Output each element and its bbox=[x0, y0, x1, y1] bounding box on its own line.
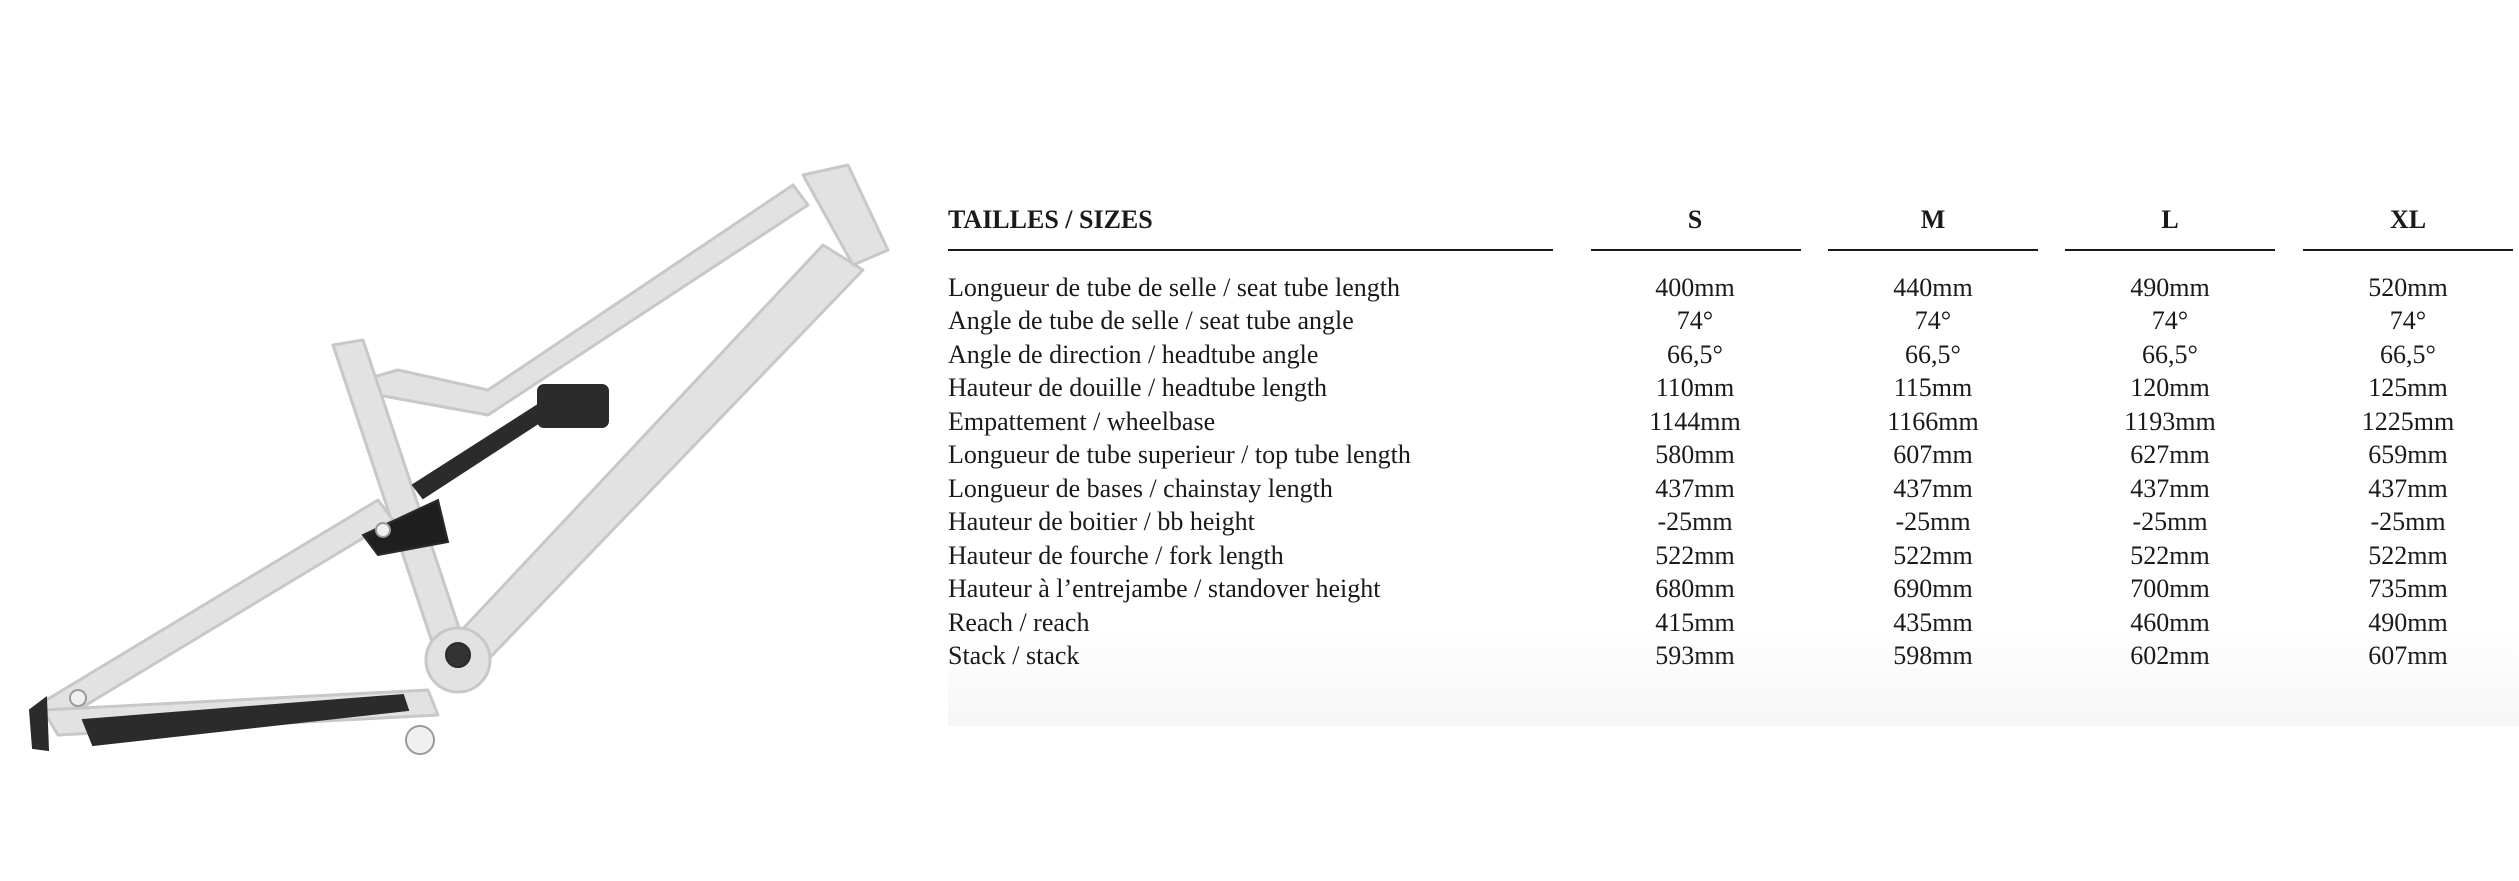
row-value-l: 66,5° bbox=[2142, 340, 2198, 369]
row-value-l: 627mm bbox=[2130, 440, 2210, 469]
row-value-l: -25mm bbox=[2132, 507, 2208, 536]
geometry-table bbox=[948, 196, 2519, 726]
row-value-xl: 522mm bbox=[2368, 541, 2448, 570]
row-value-l: 602mm bbox=[2130, 641, 2210, 670]
row-value-xl: 125mm bbox=[2368, 373, 2448, 402]
row-value-m: 435mm bbox=[1893, 608, 1973, 637]
row-value-l: 460mm bbox=[2130, 608, 2210, 637]
size-header-l: L bbox=[2161, 205, 2179, 234]
row-value-xl: 437mm bbox=[2368, 474, 2448, 503]
size-header-xl: XL bbox=[2389, 205, 2427, 234]
row-value-l: 120mm bbox=[2130, 373, 2210, 402]
row-value-l: 74° bbox=[2151, 306, 2189, 335]
row-label: Angle de direction / headtube angle bbox=[948, 340, 1319, 369]
row-label: Angle de tube de selle / seat tube angle bbox=[948, 306, 1354, 335]
row-value-m: -25mm bbox=[1895, 507, 1971, 536]
row-value-xl: 520mm bbox=[2368, 273, 2448, 302]
row-value-m: 607mm bbox=[1893, 440, 1973, 469]
row-value-m: 1166mm bbox=[1887, 407, 1979, 436]
row-value-m: 440mm bbox=[1893, 273, 1973, 302]
row-value-m: 437mm bbox=[1893, 474, 1973, 503]
bike-frame-image bbox=[18, 150, 918, 780]
row-value-l: 490mm bbox=[2130, 273, 2210, 302]
row-value-l: 437mm bbox=[2130, 474, 2210, 503]
row-value-l: 522mm bbox=[2130, 541, 2210, 570]
header-rule-xl bbox=[2303, 249, 2513, 251]
header-rule-l bbox=[2065, 249, 2275, 251]
size-header-s: S bbox=[1687, 205, 1703, 234]
size-header-m: M bbox=[1920, 205, 1946, 234]
header-rule-s bbox=[1591, 249, 1801, 251]
row-value-m: 690mm bbox=[1893, 574, 1973, 603]
row-value-xl: 74° bbox=[2389, 306, 2427, 335]
row-label: Stack / stack bbox=[948, 641, 1080, 670]
row-value-xl: 490mm bbox=[2368, 608, 2448, 637]
row-value-m: 74° bbox=[1914, 306, 1952, 335]
row-value-xl: 1225mm bbox=[2361, 407, 2455, 436]
row-value-l: 700mm bbox=[2130, 574, 2210, 603]
header-rule-label bbox=[948, 249, 1553, 251]
row-value-xl: 66,5° bbox=[2380, 340, 2436, 369]
row-value-m: 598mm bbox=[1893, 641, 1973, 670]
row-label: Longueur de tube superieur / top tube length bbox=[948, 440, 1411, 469]
row-value-l: 1193mm bbox=[2124, 407, 2216, 436]
row-label: Empattement / wheelbase bbox=[948, 407, 1216, 436]
row-label: Hauteur de boitier / bb height bbox=[948, 507, 1255, 536]
row-label: Longueur de tube de selle / seat tube length bbox=[948, 273, 1400, 302]
row-value-s: 415mm bbox=[1655, 608, 1735, 637]
table-header-label: TAILLES / SIZES bbox=[948, 205, 1153, 234]
row-value-s: 593mm bbox=[1655, 641, 1735, 670]
row-value-xl: -25mm bbox=[2370, 507, 2446, 536]
row-value-m: 66,5° bbox=[1905, 340, 1961, 369]
row-value-m: 115mm bbox=[1893, 373, 1973, 402]
header-rule-m bbox=[1828, 249, 2038, 251]
row-value-xl: 607mm bbox=[2368, 641, 2448, 670]
row-value-m: 522mm bbox=[1893, 541, 1973, 570]
row-value-xl: 735mm bbox=[2368, 574, 2448, 603]
row-value-s: 74° bbox=[1676, 306, 1714, 335]
row-value-s: 522mm bbox=[1655, 541, 1735, 570]
row-value-xl: 659mm bbox=[2368, 440, 2448, 469]
row-value-s: 66,5° bbox=[1667, 340, 1723, 369]
row-label: Reach / reach bbox=[948, 608, 1090, 637]
row-value-s: -25mm bbox=[1657, 507, 1733, 536]
row-value-s: 110mm bbox=[1655, 373, 1735, 402]
row-value-s: 400mm bbox=[1655, 273, 1735, 302]
row-label: Longueur de bases / chainstay length bbox=[948, 474, 1333, 503]
row-label: Hauteur de douille / headtube length bbox=[948, 373, 1328, 402]
row-value-s: 437mm bbox=[1655, 474, 1735, 503]
row-label: Hauteur à l’entrejambe / standover height bbox=[948, 574, 1381, 603]
row-label: Hauteur de fourche / fork length bbox=[948, 541, 1284, 570]
row-value-s: 680mm bbox=[1655, 574, 1735, 603]
row-value-s: 1144mm bbox=[1649, 407, 1741, 436]
row-value-s: 580mm bbox=[1655, 440, 1735, 469]
